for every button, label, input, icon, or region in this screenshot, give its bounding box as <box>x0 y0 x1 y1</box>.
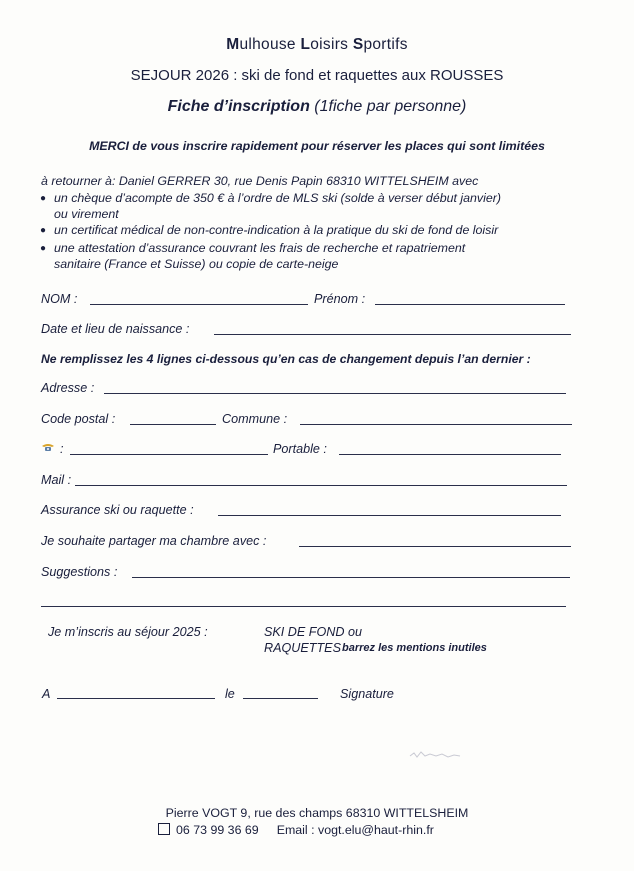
mail-field-line[interactable] <box>75 485 567 486</box>
change-note: Ne remplissez les 4 lignes ci-dessous qu’en cas de changement depuis l’an dernier : <box>41 352 531 366</box>
lieu-field-line[interactable] <box>57 698 215 699</box>
option-raquettes[interactable]: RAQUETTES <box>264 641 341 655</box>
commune-label: Commune : <box>222 412 288 426</box>
fiche-title-note: (1fiche par personne) <box>309 98 467 115</box>
bullet-icon: ● <box>40 193 47 204</box>
partager-label: Je souhaite partager ma chambre avec : <box>41 534 267 548</box>
portable-field-line[interactable] <box>339 454 561 455</box>
signature-label: Signature <box>340 687 394 701</box>
organization-name <box>0 36 634 54</box>
org-word-oisirs: oisirs <box>310 36 353 53</box>
assurance-field-line[interactable] <box>218 515 561 516</box>
nom-label: NOM : <box>41 292 78 306</box>
org-initial-l: L <box>300 36 311 53</box>
code-postal-field-line[interactable] <box>130 424 216 425</box>
prenom-label: Prénom : <box>314 292 366 306</box>
commune-field-line[interactable] <box>300 424 572 425</box>
adresse-field-line[interactable] <box>104 393 566 394</box>
naissance-label: Date et lieu de naissance : <box>41 322 190 336</box>
suggestions-field-line-1[interactable] <box>132 577 570 578</box>
telephone-icon <box>41 442 55 452</box>
suggestions-field-line-2[interactable] <box>41 606 566 607</box>
le-label: le <box>225 687 235 701</box>
bullet-1-line-2: ou virement <box>54 207 119 221</box>
footer-address: Pierre VOGT 9, rue des champs 68310 WITTELSHEIM <box>165 806 469 820</box>
suggestions-label: Suggestions : <box>41 565 118 579</box>
a-label: A <box>42 687 51 701</box>
prenom-field-line[interactable] <box>375 304 565 305</box>
adresse-label: Adresse : <box>41 381 95 395</box>
return-address: à retourner à: Daniel GERRER 30, rue Denis Papin 68310 WITTELSHEIM avec <box>41 174 479 188</box>
naissance-field-line[interactable] <box>214 334 571 335</box>
assurance-label: Assurance ski ou raquette : <box>41 503 194 517</box>
merci-notice: MERCI de vous inscrire rapidement pour réserver les places qui sont limitées <box>89 139 545 153</box>
org-initial-m: M <box>226 36 240 53</box>
bullet-icon: ● <box>40 225 47 236</box>
phone-colon: : <box>60 442 64 456</box>
footer-phone: 06 73 99 36 69 <box>176 823 259 837</box>
bullet-3-line-1: une attestation d’assurance couvrant les frais de recherche et rapatriement <box>54 241 466 255</box>
telephone-field-line[interactable] <box>70 454 268 455</box>
fiche-title-main: Fiche d’inscription <box>167 98 310 115</box>
org-word-ulhouse: ulhouse <box>239 36 301 53</box>
faint-mark <box>408 748 468 760</box>
barrez-note: barrez les mentions inutiles <box>342 642 487 654</box>
bullet-1-line-1: un chèque d’acompte de 350 € à l’ordre de MLS ski (solde à verser début janvier) <box>54 191 502 205</box>
nom-field-line[interactable] <box>90 304 308 305</box>
phone-box-icon <box>158 823 170 835</box>
bullet-2: un certificat médical de non-contre-indication à la pratique du ski de fond de loisir <box>54 223 499 237</box>
portable-label: Portable : <box>273 442 327 456</box>
footer-contact <box>158 823 434 837</box>
mail-label: Mail : <box>41 473 72 487</box>
bullet-3-line-2: sanitaire (France et Suisse) ou copie de carte-neige <box>54 257 339 271</box>
date-field-line[interactable] <box>243 698 318 699</box>
fiche-title <box>0 98 634 116</box>
option-ski-de-fond[interactable]: SKI DE FOND ou <box>264 625 362 639</box>
bullet-icon: ● <box>40 243 47 254</box>
sejour-title: SEJOUR 2026 : ski de fond et raquettes aux ROUSSES <box>130 67 504 84</box>
partager-field-line[interactable] <box>299 546 571 547</box>
org-word-portifs: portifs <box>363 36 408 53</box>
org-initial-s: S <box>352 36 364 53</box>
inscription-label: Je m’inscris au séjour 2025 : <box>48 625 208 639</box>
code-postal-label: Code postal : <box>41 412 116 426</box>
footer-email[interactable]: Email : vogt.elu@haut-rhin.fr <box>276 823 434 837</box>
